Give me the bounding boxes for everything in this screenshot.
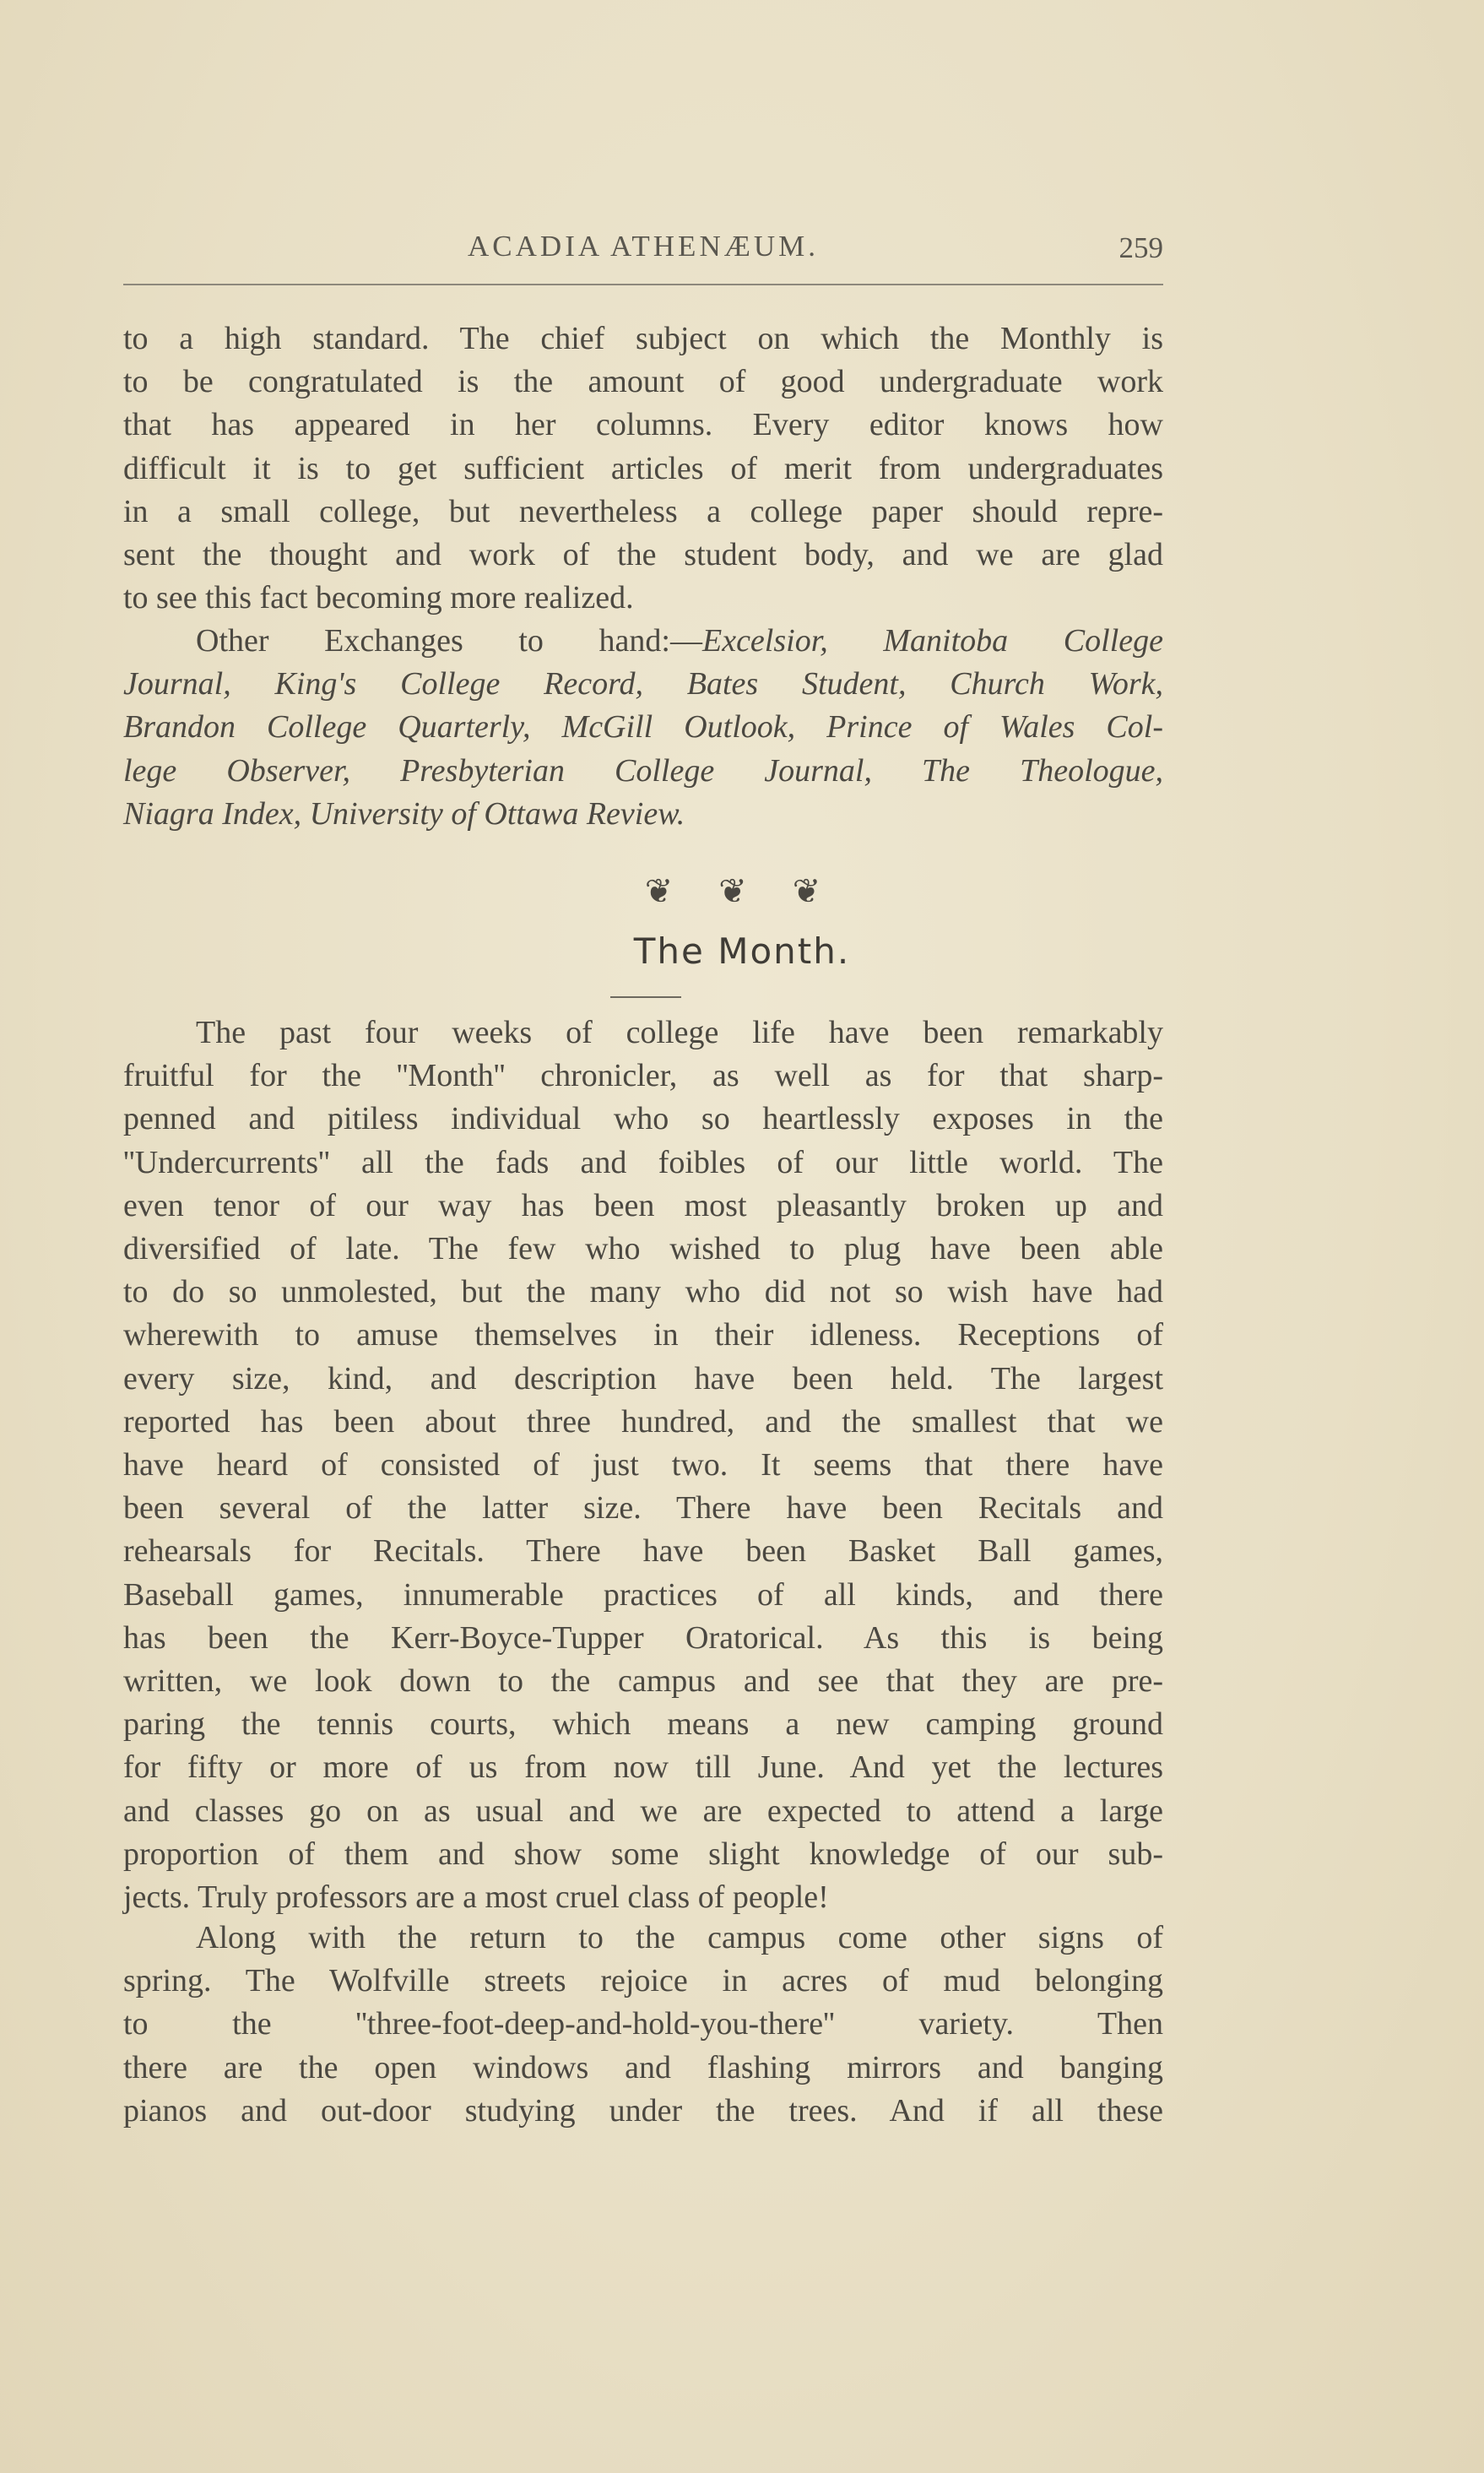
text-line: sent the thought and work of the student body, and we are glad bbox=[123, 537, 1163, 573]
exchange-titles: Excelsior, Manitoba College bbox=[701, 623, 1163, 659]
running-title: ACADIA ATHENÆUM. bbox=[468, 230, 819, 263]
text-line: wherewith to amuse themselves in their idleness. Receptions of bbox=[123, 1317, 1163, 1353]
text-line: rehearsals for Recitals. There have been Basket Ball games, bbox=[123, 1533, 1163, 1570]
text-line: diversified of late. The few who wished to plug have been able bbox=[123, 1231, 1163, 1267]
text-line: to do so unmolested, but the many who did not so wish have had bbox=[123, 1274, 1163, 1310]
text-line: and classes go on as usual and we are expected to attend a large bbox=[123, 1792, 1163, 1829]
text-line: proportion of them and show some slight knowledge of our sub- bbox=[123, 1836, 1163, 1872]
text-line: Along with the return to the campus come other signs of bbox=[196, 1920, 1163, 1955]
exchange-titles: Niagra Index, University of Ottawa Review. bbox=[123, 795, 685, 832]
month-paragraph-2 bbox=[123, 1917, 1163, 2133]
text-line: to be congratulated is the amount of good undergraduate work bbox=[123, 364, 1163, 400]
text-line: pianos and out-door studying under the trees. And if all these bbox=[123, 2092, 1163, 2129]
exchange-titles: Journal, King's College Record, Bates Student, Church Work, bbox=[123, 666, 1163, 702]
text-line bbox=[123, 620, 1163, 663]
text-line: have heard of consisted of just two. It seems that there have bbox=[123, 1447, 1163, 1483]
text-line: fruitful for the ''Month'' chronicler, as well as for that sharp- bbox=[123, 1058, 1163, 1094]
exchanges-intro: Other Exchanges to hand:— bbox=[196, 623, 702, 659]
text-line: has been the Kerr-Boyce-Tupper Oratorical. As this is being bbox=[123, 1619, 1163, 1656]
text-line: reported has been about three hundred, and the smallest that we bbox=[123, 1403, 1163, 1440]
text-line: that has appeared in her columns. Every editor knows how bbox=[123, 407, 1163, 443]
exchange-titles: lege Observer, Presbyterian College Journal, The Theologue, bbox=[123, 752, 1163, 789]
text-line: Baseball games, innumerable practices of all kinds, and there bbox=[123, 1576, 1163, 1613]
text-line: ''Undercurrents'' all the fads and foibles of our little world. The bbox=[123, 1144, 1163, 1180]
exchange-titles: Brandon College Quarterly, McGill Outlook, Prince of Wales Col- bbox=[123, 709, 1163, 746]
text-line: jects. Truly professors are a most cruel class of people! bbox=[123, 1879, 829, 1916]
text-line: every size, kind, and description have been held. The largest bbox=[123, 1360, 1163, 1396]
section-ornament: ❦ ❦ ❦ bbox=[644, 872, 840, 910]
section-title-rule bbox=[610, 996, 681, 998]
header-rule bbox=[123, 284, 1163, 285]
text-line: for fifty or more of us from now till June. And yet the lectures bbox=[123, 1749, 1163, 1786]
text-line: there are the open windows and flashing mirrors and banging bbox=[123, 2049, 1163, 2085]
text-line: to see this fact becoming more realized. bbox=[123, 580, 634, 616]
text-line: spring. The Wolfville streets rejoice in acres of mud belonging bbox=[123, 1963, 1163, 1999]
text-line: even tenor of our way has been most pleasantly broken up and bbox=[123, 1187, 1163, 1223]
text-line: difficult it is to get sufficient articles of merit from undergraduates bbox=[123, 450, 1163, 486]
exchanges-continued-paragraph bbox=[123, 317, 1163, 620]
text-line: The past four weeks of college life have been remarkably bbox=[196, 1015, 1163, 1050]
page-number: 259 bbox=[1118, 231, 1163, 264]
text-line: paring the tennis courts, which means a new camping ground bbox=[123, 1706, 1163, 1743]
text-line: to the ''three-foot-deep-and-hold-you-there'' variety. Then bbox=[123, 2006, 1163, 2042]
month-paragraph-1 bbox=[123, 1011, 1163, 1919]
text-line: written, we look down to the campus and see that they are pre- bbox=[123, 1663, 1163, 1700]
text-line: penned and pitiless individual who so heartlessly exposes in the bbox=[123, 1101, 1163, 1137]
text-line: been several of the latter size. There have been Recitals and bbox=[123, 1490, 1163, 1527]
other-exchanges-paragraph bbox=[123, 620, 1163, 836]
text-line: to a high standard. The chief subject on which the Monthly is bbox=[123, 321, 1163, 356]
section-title: The Month. bbox=[633, 930, 851, 972]
running-head bbox=[123, 226, 1163, 285]
text-line: in a small college, but nevertheless a college paper should repre- bbox=[123, 493, 1163, 529]
